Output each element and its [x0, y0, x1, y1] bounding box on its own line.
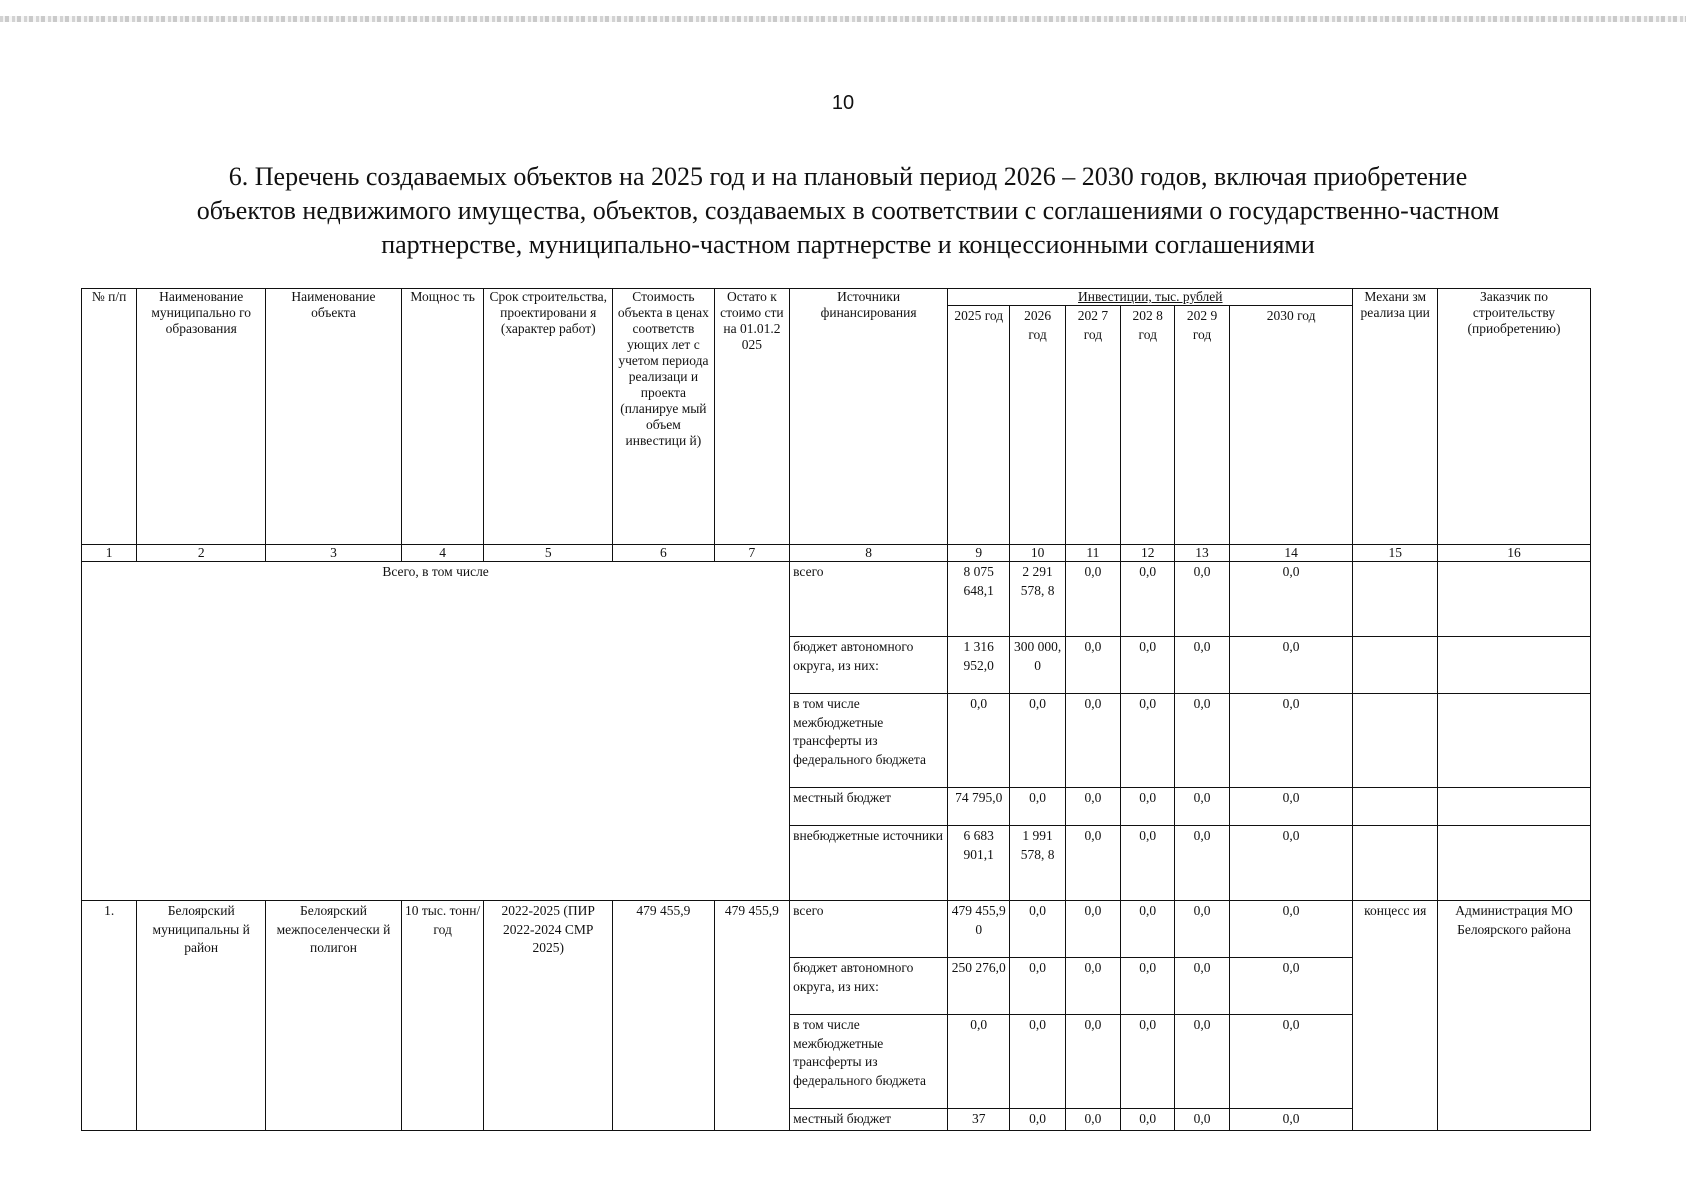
column-number: 6 — [613, 545, 715, 562]
value-2027: 0,0 — [1065, 901, 1120, 958]
value-2027: 0,0 — [1065, 826, 1120, 901]
source-label: всего — [790, 562, 948, 637]
header-remaining: Остато к стоимо сти на 01.01.2 025 — [714, 289, 789, 545]
object-municipality: Белоярский муниципальны й район — [137, 901, 266, 1131]
source-label: в том числе межбюджетные трансферты из федерального бюджета — [790, 694, 948, 788]
value-2027: 0,0 — [1065, 1109, 1120, 1131]
value-2026: 0,0 — [1010, 958, 1065, 1015]
value-2025: 8 075 648,1 — [948, 562, 1010, 637]
column-number: 8 — [790, 545, 948, 562]
header-cost: Стоимость объекта в ценах соответств ующих лет с учетом периода реализаци и проекта (планируе мый объем инвестици й) — [613, 289, 715, 545]
column-number: 5 — [484, 545, 613, 562]
value-2025: 1 316 952,0 — [948, 637, 1010, 694]
mechanism-cell — [1353, 694, 1438, 788]
value-2028: 0,0 — [1121, 958, 1175, 1015]
object-remaining: 479 455,9 — [714, 901, 789, 1131]
value-2030: 0,0 — [1229, 901, 1353, 958]
source-label: местный бюджет — [790, 788, 948, 826]
value-2028: 0,0 — [1121, 826, 1175, 901]
value-2026: 0,0 — [1010, 1015, 1065, 1109]
value-2028: 0,0 — [1121, 637, 1175, 694]
object-capacity: 10 тыс. тонн/год — [401, 901, 483, 1131]
object-num: 1. — [82, 901, 137, 1131]
value-2025: 0,0 — [948, 694, 1010, 788]
value-2029: 0,0 — [1175, 562, 1229, 637]
column-number: 4 — [401, 545, 483, 562]
header-customer: Заказчик по строительству (приобретению) — [1437, 289, 1590, 545]
object-row-all — [82, 901, 1591, 958]
header-year-2030: 2030 год — [1229, 306, 1353, 545]
value-2029: 0,0 — [1175, 637, 1229, 694]
mechanism-cell — [1353, 788, 1438, 826]
value-2030: 0,0 — [1229, 562, 1353, 637]
value-2025: 6 683 901,1 — [948, 826, 1010, 901]
header-term: Срок строительства, проектировани я (характер работ) — [484, 289, 613, 545]
value-2028: 0,0 — [1121, 788, 1175, 826]
customer-cell — [1437, 562, 1590, 637]
value-2026: 0,0 — [1010, 901, 1065, 958]
value-2027: 0,0 — [1065, 1015, 1120, 1109]
column-number-row — [82, 545, 1591, 562]
total-label: Всего, в том числе — [82, 562, 790, 901]
value-2029: 0,0 — [1175, 1015, 1229, 1109]
column-number: 14 — [1229, 545, 1353, 562]
header-num: № п/п — [82, 289, 137, 545]
object-cost: 479 455,9 — [613, 901, 715, 1131]
value-2026: 2 291 578, 8 — [1010, 562, 1065, 637]
value-2026: 1 991 578, 8 — [1010, 826, 1065, 901]
mechanism-cell — [1353, 637, 1438, 694]
section-title — [120, 160, 1576, 262]
value-2030: 0,0 — [1229, 958, 1353, 1015]
value-2027: 0,0 — [1065, 562, 1120, 637]
object-mechanism: концесс ия — [1353, 901, 1438, 1131]
mechanism-cell — [1353, 562, 1438, 637]
source-label: в том числе межбюджетные трансферты из федерального бюджета — [790, 1015, 948, 1109]
header-year-2029: 202 9 год — [1175, 306, 1229, 545]
object-customer: Администрация МО Белоярского района — [1437, 901, 1590, 1131]
value-2025: 37 — [948, 1109, 1010, 1131]
value-2030: 0,0 — [1229, 826, 1353, 901]
value-2030: 0,0 — [1229, 637, 1353, 694]
header-municipality: Наименование муниципально го образования — [137, 289, 266, 545]
value-2025: 74 795,0 — [948, 788, 1010, 826]
column-number: 16 — [1437, 545, 1590, 562]
value-2027: 0,0 — [1065, 958, 1120, 1015]
value-2030: 0,0 — [1229, 788, 1353, 826]
header-mechanism: Механи зм реализа ции — [1353, 289, 1438, 545]
object-name: Белоярский межпоселенчески й полигон — [266, 901, 402, 1131]
value-2026: 0,0 — [1010, 694, 1065, 788]
value-2030: 0,0 — [1229, 1109, 1353, 1131]
value-2025: 0,0 — [948, 1015, 1010, 1109]
value-2028: 0,0 — [1121, 562, 1175, 637]
value-2029: 0,0 — [1175, 694, 1229, 788]
source-label: бюджет автономного округа, из них: — [790, 637, 948, 694]
value-2027: 0,0 — [1065, 694, 1120, 788]
column-number: 1 — [82, 545, 137, 562]
header-year-2028: 202 8 год — [1121, 306, 1175, 545]
mechanism-cell — [1353, 826, 1438, 901]
column-number: 2 — [137, 545, 266, 562]
source-label: местный бюджет — [790, 1109, 948, 1131]
value-2028: 0,0 — [1121, 1015, 1175, 1109]
column-number: 12 — [1121, 545, 1175, 562]
value-2027: 0,0 — [1065, 788, 1120, 826]
header-year-2026: 2026 год — [1010, 306, 1065, 545]
value-2030: 0,0 — [1229, 694, 1353, 788]
title-line: 6. Перечень создаваемых объектов на 2025 год и на плановый период 2026 – 2030 годов, включая приобретение — [228, 162, 1468, 191]
value-2025: 250 276,0 — [948, 958, 1010, 1015]
value-2026: 300 000, 0 — [1010, 637, 1065, 694]
customer-cell — [1437, 788, 1590, 826]
source-label: всего — [790, 901, 948, 958]
header-sources: Источники финансирования — [790, 289, 948, 545]
column-number: 9 — [948, 545, 1010, 562]
total-row-all — [82, 562, 1591, 637]
column-number: 10 — [1010, 545, 1065, 562]
value-2029: 0,0 — [1175, 788, 1229, 826]
column-number: 3 — [266, 545, 402, 562]
column-number: 15 — [1353, 545, 1438, 562]
customer-cell — [1437, 826, 1590, 901]
value-2027: 0,0 — [1065, 637, 1120, 694]
value-2028: 0,0 — [1121, 901, 1175, 958]
column-number: 7 — [714, 545, 789, 562]
header-object: Наименование объекта — [266, 289, 402, 545]
objects-table — [81, 288, 1591, 1131]
customer-cell — [1437, 637, 1590, 694]
column-number: 13 — [1175, 545, 1229, 562]
header-year-2027: 202 7 год — [1065, 306, 1120, 545]
title-line: партнерстве, муниципально-частном партнерстве и концессионными соглашениями — [381, 230, 1315, 259]
header-year-2025: 2025 год — [948, 306, 1010, 545]
source-label: внебюджетные источники — [790, 826, 948, 901]
header-capacity: Мощнос ть — [401, 289, 483, 545]
header-row — [82, 289, 1591, 306]
value-2029: 0,0 — [1175, 1109, 1229, 1131]
value-2029: 0,0 — [1175, 901, 1229, 958]
column-number: 11 — [1065, 545, 1120, 562]
value-2026: 0,0 — [1010, 1109, 1065, 1131]
value-2029: 0,0 — [1175, 826, 1229, 901]
value-2026: 0,0 — [1010, 788, 1065, 826]
object-term: 2022-2025 (ПИР 2022-2024 СМР 2025) — [484, 901, 613, 1131]
title-line: объектов недвижимого имущества, объектов, создаваемых в соответствии с соглашениями о государственно-частном — [196, 196, 1500, 225]
value-2028: 0,0 — [1121, 1109, 1175, 1131]
customer-cell — [1437, 694, 1590, 788]
value-2028: 0,0 — [1121, 694, 1175, 788]
header-investments: Инвестиции, тыс. рублей — [948, 289, 1353, 306]
value-2025: 479 455,9 0 — [948, 901, 1010, 958]
value-2030: 0,0 — [1229, 1015, 1353, 1109]
value-2029: 0,0 — [1175, 958, 1229, 1015]
scan-edge-artifact — [0, 16, 1686, 22]
page-number: 10 — [831, 92, 855, 114]
source-label: бюджет автономного округа, из них: — [790, 958, 948, 1015]
